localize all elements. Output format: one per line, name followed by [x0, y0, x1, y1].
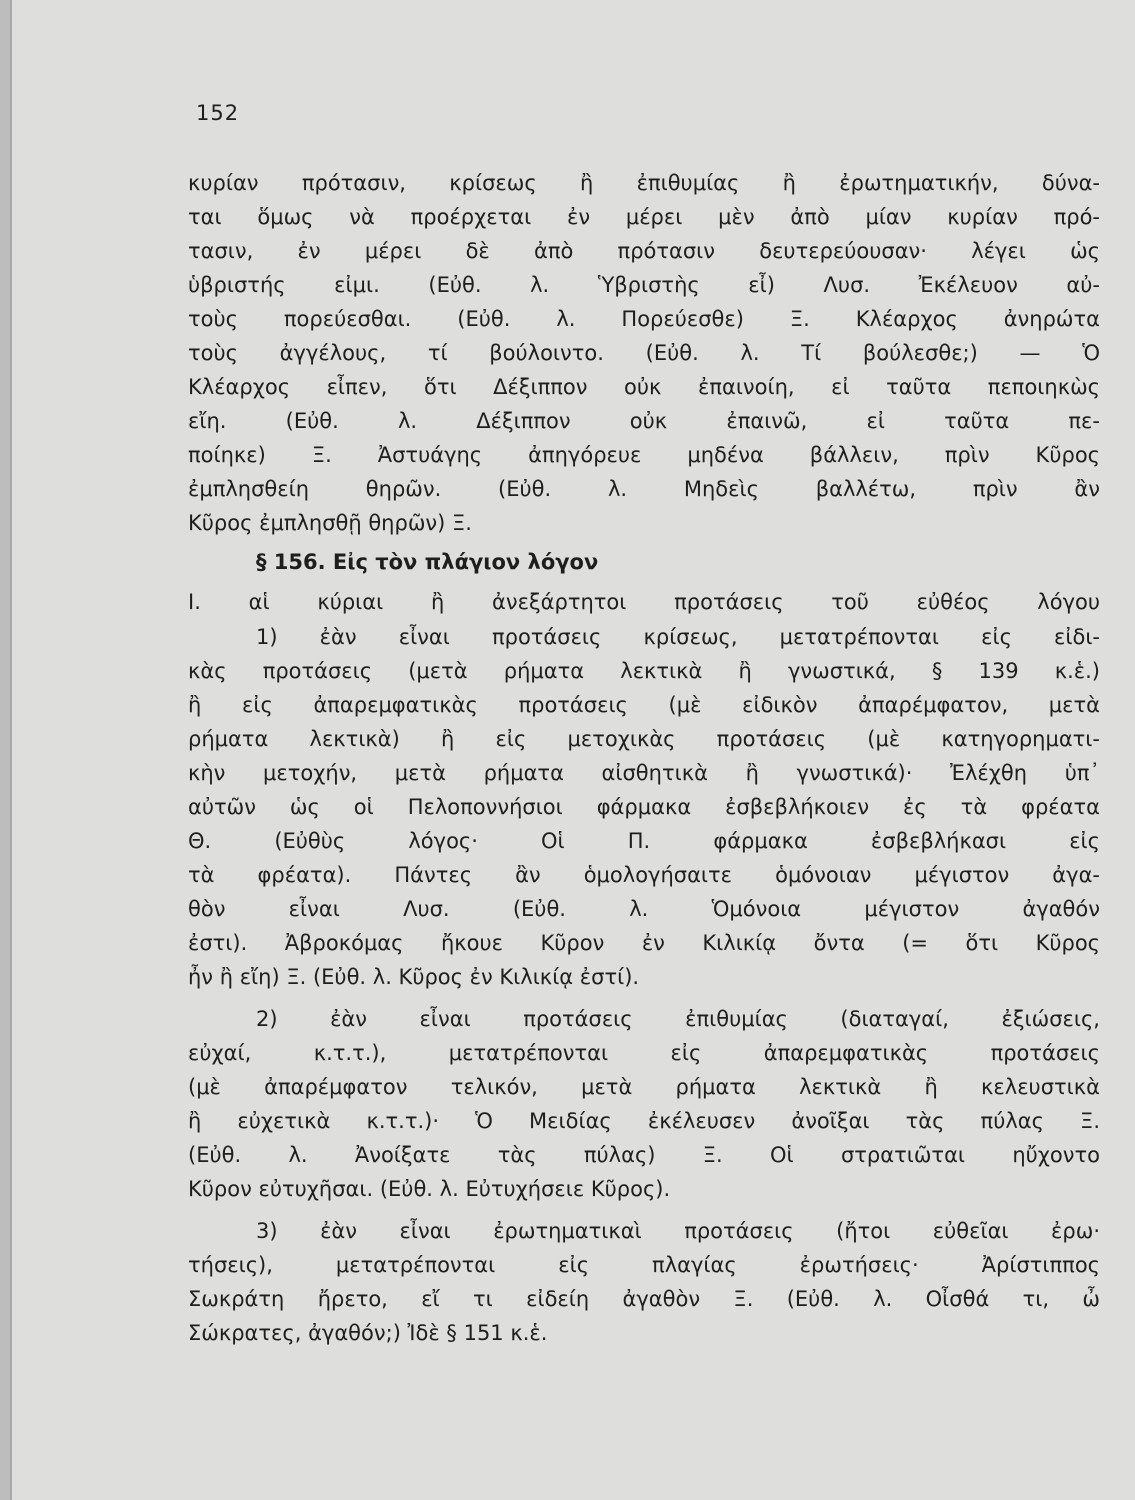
text-line-1: κυρίαν πρότασιν, κρίσεως ἢ ἐπιθυμίας ἢ ἐρωτηματικήν, δύνα-	[188, 171, 1100, 195]
text-line-18: κὴν μετοχήν, μετὰ ρήματα αἰσθητικὰ ἢ γνωστικά)· Ἐλέχθη ὑπ᾽	[188, 761, 1100, 785]
text-line-9: ποίηκε) Ξ. Ἀστυάγης ἀπηγόρευε μηδένα βάλλειν, πρὶν Κῦρος	[188, 443, 1100, 467]
text-line-17: ρήματα λεκτικὰ) ἢ εἰς μετοχικὰς προτάσεις (μὲ κατηγορηματι-	[188, 727, 1100, 751]
text-line-23: ἐστι). Ἀβροκόμας ἤκουε Κῦρον ἐν Κιλικίᾳ ὄντα (= ὅτι Κῦρος	[188, 931, 1100, 955]
text-line-6: τοὺς ἀγγέλους, τί βούλοιντο. (Εὐθ. λ. Τί βούλεσθε;) — Ὁ	[188, 341, 1100, 365]
text-line-30: Κῦρον εὐτυχῆσαι. (Εὐθ. λ. Εὐτυχήσειε Κῦρος).	[188, 1177, 671, 1201]
text-line-7: Κλέαρχος εἶπεν, ὅτι Δέξιππον οὐκ ἐπαινοίη, εἰ ταῦτα πεποιηκὼς	[188, 375, 1100, 399]
text-line-28: ἢ εὐχετικὰ κ.τ.τ.)· Ὁ Μειδίας ἐκέλευσεν ἀνοῖξαι τὰς πύλας Ξ.	[188, 1109, 1100, 1133]
text-line-25: 2) ἐὰν εἶναι προτάσεις ἐπιθυμίας (διαταγαί, ἐξιώσεις,	[256, 1007, 1100, 1031]
text-line-14: 1) ἐὰν εἶναι προτάσεις κρίσεως, μετατρέπονται εἰς εἰδι-	[256, 625, 1100, 649]
text-line-4: ὑβριστής εἰμι. (Εὐθ. λ. Ὑβριστὴς εἶ) Λυσ. Ἐκέλευον αὐ-	[188, 273, 1100, 297]
text-line-31: 3) ἐὰν εἶναι ἐρωτηματικαὶ προτάσεις (ἤτοι εὐθεῖαι ἐρω·	[256, 1219, 1100, 1243]
text-line-5: τοὺς πορεύεσθαι. (Εὐθ. λ. Πορεύεσθε) Ξ. Κλέαρχος ἀνηρώτα	[188, 307, 1100, 331]
text-line-26: εὐχαί, κ.τ.τ.), μετατρέπονται εἰς ἀπαρεμφατικὰς προτάσεις	[188, 1041, 1100, 1065]
text-line-15: κὰς προτάσεις (μετὰ ρήματα λεκτικὰ ἢ γνωστικά, § 139 κ.ἑ.)	[188, 659, 1100, 683]
text-line-27: (μὲ ἀπαρέμφατον τελικόν, μετὰ ρήματα λεκτικὰ ἢ κελευστικὰ	[188, 1075, 1100, 1099]
text-line-20: Θ. (Εὐθὺς λόγος· Οἱ Π. φάρμακα ἐσβεβλήκασι εἰς	[188, 829, 1100, 853]
text-line-16: ἢ εἰς ἀπαρεμφατικὰς προτάσεις (μὲ εἰδικὸν ἀπαρέμφατον, μετὰ	[188, 693, 1100, 717]
text-line-34: Σώκρατες, ἀγαθόν;) Ἰδὲ § 151 κ.ἑ.	[188, 1321, 548, 1345]
text-line-19: αὐτῶν ὡς οἱ Πελοποννήσιοι φάρμακα ἐσβεβλήκοιεν ἐς τὰ φρέατα	[188, 795, 1100, 819]
text-line-33: Σωκράτη ἤρετο, εἴ τι εἰδείη ἀγαθὸν Ξ. (Εὐθ. λ. Οἶσθά τι, ὦ	[188, 1287, 1100, 1311]
text-line-11: Κῦρος ἐμπλησθῇ θηρῶν) Ξ.	[188, 511, 472, 535]
text-line-3: τασιν, ἐν μέρει δὲ ἀπὸ πρότασιν δευτερεύουσαν· λέγει ὡς	[188, 239, 1100, 263]
text-line-21: τὰ φρέατα). Πάντες ἂν ὁμολογήσαιτε ὁμόνοιαν μέγιστον ἀγα-	[188, 863, 1100, 887]
section-heading: § 156. Εἰς τὸν πλάγιον λόγον	[256, 550, 599, 574]
text-line-24: ἦν ἢ εἴη) Ξ. (Εὐθ. λ. Κῦρος ἐν Κιλικίᾳ ἐστί).	[188, 965, 640, 989]
page-number: 152	[196, 101, 240, 125]
binding-edge	[0, 0, 10, 1500]
text-line-2: ται ὅμως νὰ προέρχεται ἐν μέρει μὲν ἀπὸ μίαν κυρίαν πρό-	[188, 205, 1100, 229]
text-line-22: θὸν εἶναι Λυσ. (Εὐθ. λ. Ὁμόνοια μέγιστον ἀγαθόν	[188, 897, 1100, 921]
text-line-8: εἴη. (Εὐθ. λ. Δέξιππον οὐκ ἐπαινῶ, εἰ ταῦτα πε-	[188, 409, 1100, 433]
text-line-29: (Εὐθ. λ. Ἀνοίξατε τὰς πύλας) Ξ. Οἱ στρατιῶται ηὔχοντο	[188, 1143, 1100, 1167]
text-line-10: ἐμπλησθείη θηρῶν. (Εὐθ. λ. Μηδεὶς βαλλέτω, πρὶν ἂν	[188, 477, 1100, 501]
subsection-heading: Ι. αἱ κύριαι ἢ ἀνεξάρτητοι προτάσεις τοῦ εὐθέος λόγου	[188, 590, 1100, 614]
text-line-32: τήσεις), μετατρέπονται εἰς πλαγίας ἐρωτήσεις· Ἀρίστιππος	[188, 1253, 1100, 1277]
